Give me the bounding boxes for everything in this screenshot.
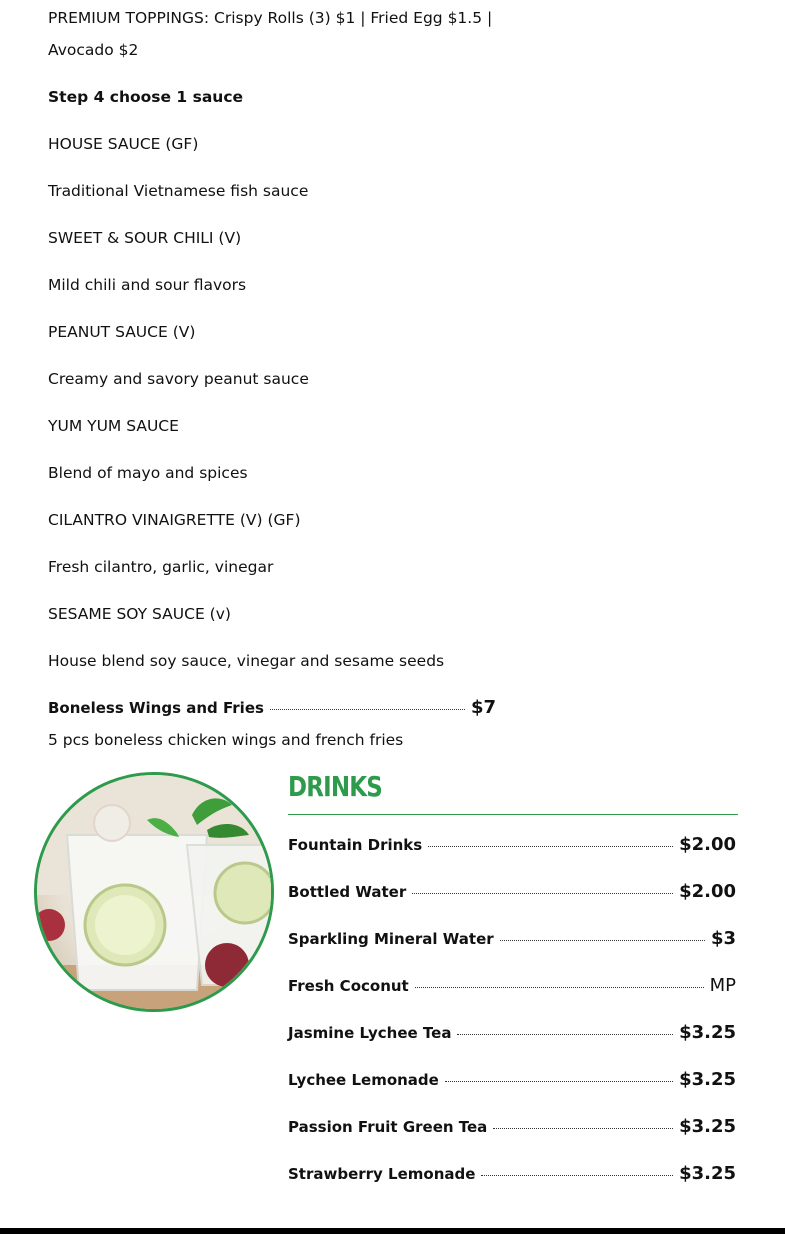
drink-name: Passion Fruit Green Tea (288, 1117, 488, 1136)
drink-item (288, 881, 736, 902)
drink-price: $3 (710, 928, 736, 949)
sauce-name: CILANTRO VINAIGRETTE (V) (GF) (48, 511, 301, 529)
drink-price: $3.25 (679, 1163, 736, 1184)
item-price: $7 (470, 697, 496, 718)
item-description: 5 pcs boneless chicken wings and french fries (48, 731, 404, 749)
drink-item (288, 1022, 736, 1043)
drink-price: $3.25 (679, 1116, 736, 1137)
drink-item (288, 928, 736, 949)
drink-price: $2.00 (679, 834, 736, 855)
sauce-name: PEANUT SAUCE (V) (48, 323, 196, 341)
sauce-description: Mild chili and sour flavors (48, 276, 247, 294)
drink-illustration (37, 775, 271, 1009)
drink-price: $3.25 (679, 1069, 736, 1090)
drinks-section-title: DRINKS (288, 770, 382, 803)
sauce-name: SESAME SOY SAUCE (v) (48, 605, 231, 623)
item-name: Boneless Wings and Fries (48, 698, 264, 717)
step-4-heading: Step 4 choose 1 sauce (48, 88, 244, 106)
drink-item (288, 1163, 736, 1184)
dot-leader (445, 1081, 673, 1082)
drink-name: Jasmine Lychee Tea (288, 1023, 452, 1042)
sauce-name: HOUSE SAUCE (GF) (48, 135, 199, 153)
sauce-description: Blend of mayo and spices (48, 464, 248, 482)
sauce-description: House blend soy sauce, vinegar and sesame seeds (48, 652, 445, 670)
drink-price: $2.00 (679, 881, 736, 902)
drink-name: Lychee Lemonade (288, 1070, 439, 1089)
drink-price: MP (709, 975, 736, 996)
page-bottom-bar (0, 1228, 785, 1234)
premium-toppings-line-2: Avocado $2 (48, 41, 139, 59)
sauce-description: Fresh cilantro, garlic, vinegar (48, 558, 274, 576)
sauce-name: SWEET & SOUR CHILI (V) (48, 229, 242, 247)
drink-item (288, 1069, 736, 1090)
dot-leader (457, 1034, 673, 1035)
drink-item (288, 1116, 736, 1137)
sauce-description: Creamy and savory peanut sauce (48, 370, 309, 388)
dot-leader (270, 709, 465, 710)
drink-price: $3.25 (679, 1022, 736, 1043)
drink-name: Fountain Drinks (288, 835, 423, 854)
lychee-drink-photo (34, 772, 274, 1012)
dot-leader (493, 1128, 673, 1129)
drink-item (288, 834, 736, 855)
drink-name: Strawberry Lemonade (288, 1164, 476, 1183)
dot-leader (428, 846, 673, 847)
drink-name: Sparkling Mineral Water (288, 929, 494, 948)
dot-leader (500, 940, 705, 941)
menu-item-boneless-wings (48, 697, 496, 718)
sauce-name: YUM YUM SAUCE (48, 417, 179, 435)
dot-leader (415, 987, 704, 988)
drink-item (288, 975, 736, 996)
dot-leader (412, 893, 673, 894)
dot-leader (481, 1175, 673, 1176)
premium-toppings-line-1: PREMIUM TOPPINGS: Crispy Rolls (3) $1 | Fried Egg $1.5 | (48, 9, 493, 27)
drinks-title-rule (288, 814, 738, 815)
drink-name: Bottled Water (288, 882, 407, 901)
sauce-description: Traditional Vietnamese fish sauce (48, 182, 309, 200)
drink-name: Fresh Coconut (288, 976, 409, 995)
